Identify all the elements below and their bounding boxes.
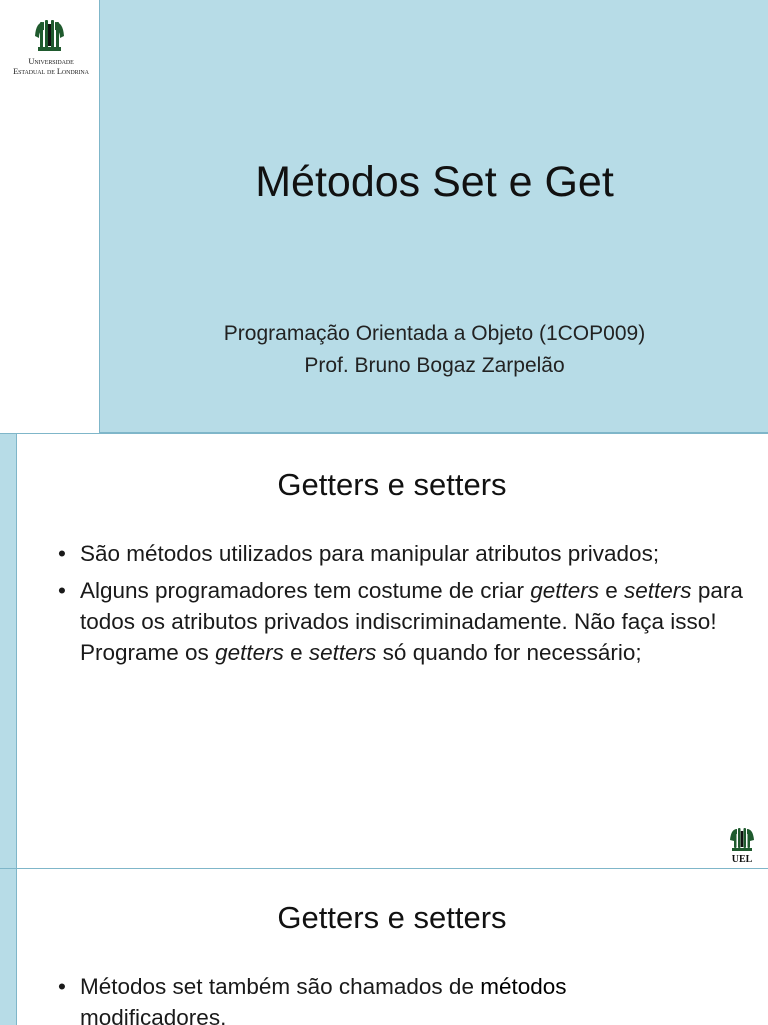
slide-title: Métodos Set e Get xyxy=(255,158,614,206)
slide-accent-bar xyxy=(0,869,17,1025)
content-slide-getters-setters-2 xyxy=(0,868,768,1025)
content-slide-getters-setters xyxy=(0,433,768,868)
bullet-text-part: para todos os atributos privados indiscriminadamente. Não faça isso! Programe os xyxy=(80,578,743,665)
emphasis-getters: getters xyxy=(215,640,284,665)
bullet-text-part: Alguns programadores tem costume de criar xyxy=(80,578,531,603)
bullet-text: São métodos utilizados para manipular atributos privados; xyxy=(80,541,660,566)
uel-tree-icon xyxy=(0,0,99,56)
uel-logo-text xyxy=(6,56,96,76)
uel-logo-text-line2: Estadual de Londrina xyxy=(13,66,89,76)
emphasis-setters: setters xyxy=(308,640,377,665)
bullet-list xyxy=(56,971,744,1025)
bullet-text-part: só quando for necessário; xyxy=(376,640,642,665)
bullet-list xyxy=(56,538,744,674)
bullet-text-part: e xyxy=(283,640,309,665)
highlight-metodos: métodos xyxy=(480,974,567,999)
bullet-item xyxy=(56,971,744,1025)
professor-name: Prof. Bruno Bogaz Zarpelão xyxy=(304,354,565,377)
slide-heading: Getters e setters xyxy=(277,467,507,502)
emphasis-getters: getters xyxy=(530,578,599,603)
highlight-modificadores: modificadores xyxy=(80,1005,221,1025)
uel-tree-icon xyxy=(726,824,758,854)
bullet-text-part: . xyxy=(220,1005,227,1025)
course-name: Programação Orientada a Objeto (1COP009) xyxy=(223,322,646,345)
uel-logo-text-line1: Universidade xyxy=(28,56,74,66)
bullet-text-part: Métodos set também são chamados de xyxy=(80,974,481,999)
slide-accent-bar xyxy=(0,434,17,868)
title-slide xyxy=(0,0,768,433)
uel-small-logo xyxy=(726,824,758,866)
slide-heading: Getters e setters xyxy=(277,900,507,935)
slide-subtitle xyxy=(100,318,768,382)
uel-logo xyxy=(0,0,99,100)
title-panel xyxy=(99,0,768,433)
bullet-text-part: e xyxy=(599,578,625,603)
uel-logo-label: UEL xyxy=(731,854,753,865)
bullet-item xyxy=(56,538,744,569)
emphasis-setters: setters xyxy=(624,578,692,603)
bullet-item xyxy=(56,575,744,668)
